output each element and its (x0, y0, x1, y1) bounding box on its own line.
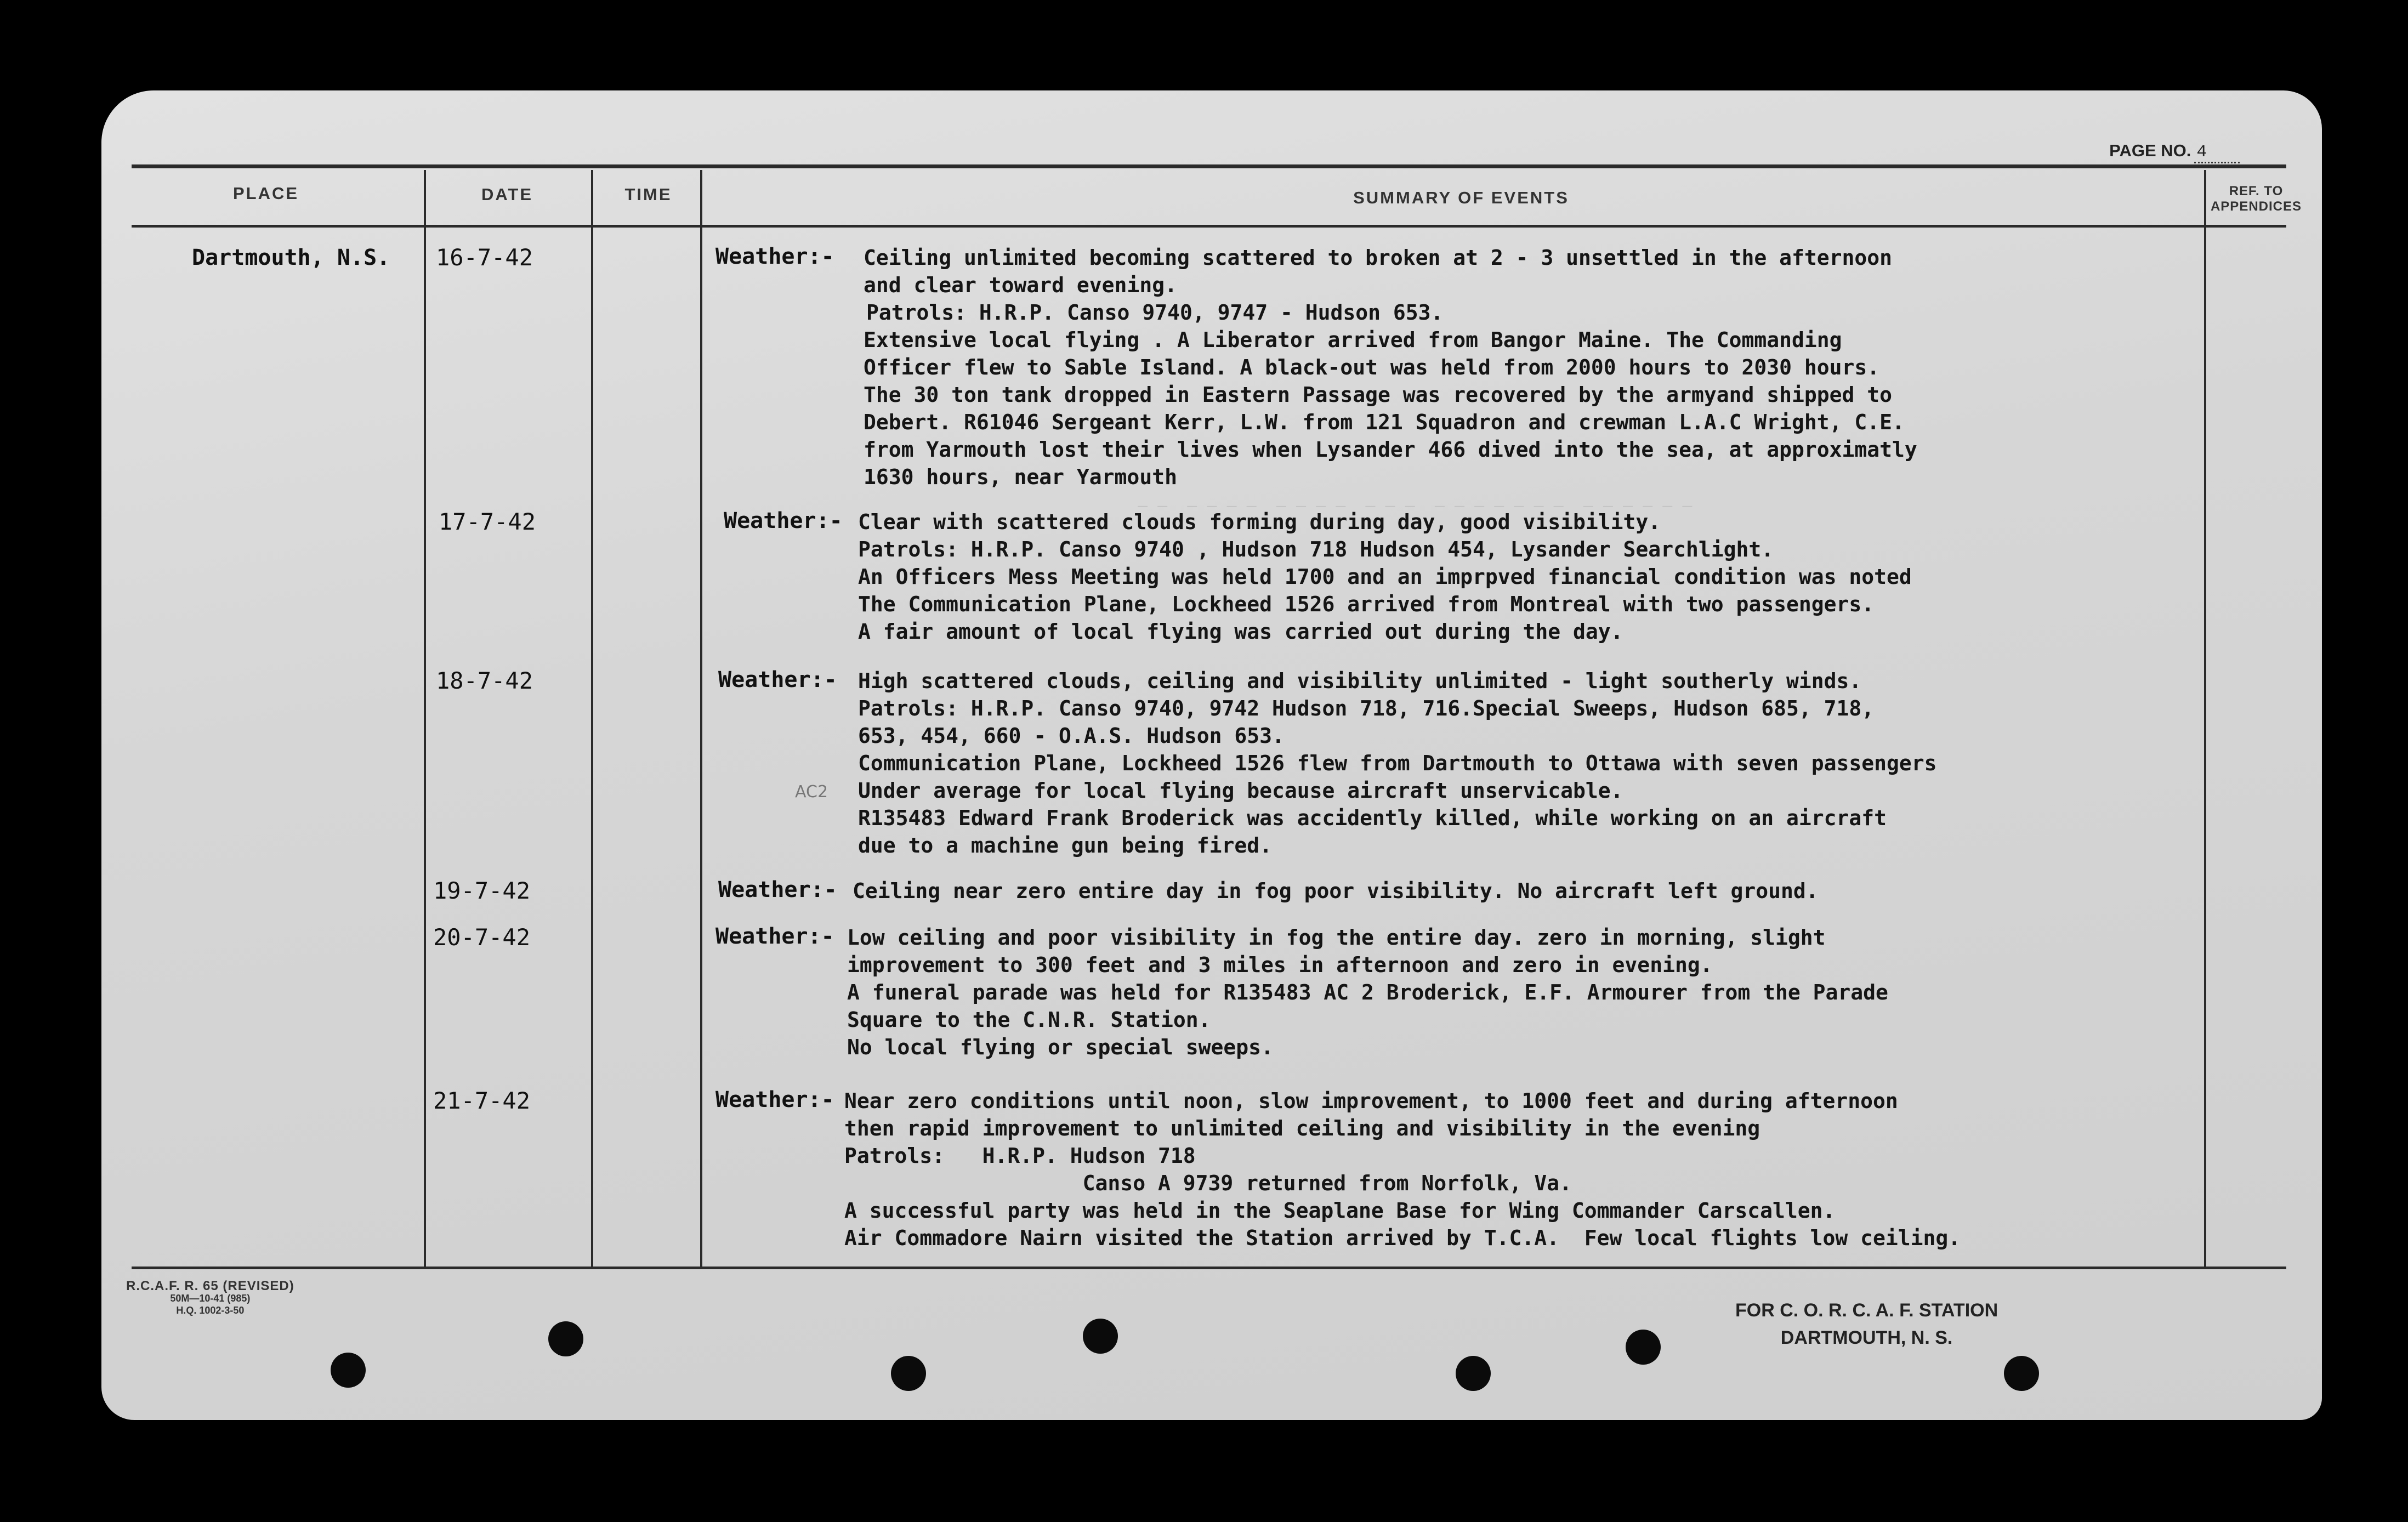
summary-line: Square to the C.N.R. Station. (847, 1008, 1211, 1032)
summary-line: Clear with scattered clouds forming during day, good visibility. (858, 510, 1661, 534)
entry-summary (858, 667, 1937, 859)
entry-summary (844, 1087, 1961, 1252)
entry-date: 21-7-42 (433, 1087, 531, 1114)
operations-record-sheet (101, 90, 2322, 1420)
summary-line: from Yarmouth lost their lives when Lysander 466 dived into the sea, at approximatly (864, 438, 1917, 462)
column-rule-time-summary (700, 170, 702, 1267)
entry-summary (858, 508, 1912, 645)
weather-label: Weather:- (715, 1087, 834, 1112)
binder-hole (891, 1356, 926, 1391)
margin-note: AC2 (795, 782, 828, 802)
ref-header-line2: APPENDICES (2210, 199, 2302, 214)
weather-label: Weather:- (715, 244, 834, 269)
summary-line: The Communication Plane, Lockheed 1526 arrived from Montreal with two passengers. (858, 592, 1875, 616)
weather-label: Weather:- (715, 924, 834, 949)
column-header-date: DATE (481, 185, 533, 204)
summary-line: A fair amount of local flying was carried out during the day. (858, 620, 1623, 644)
form-number-line3: H.Q. 1002-3-50 (176, 1305, 245, 1316)
signature-line1: FOR C. O. R. C. A. F. STATION (1735, 1300, 1998, 1321)
weather-label: Weather:- (718, 877, 837, 902)
ref-header-line1: REF. TO (2229, 184, 2284, 198)
summary-line: due to a machine gun being fired. (858, 833, 1272, 857)
weather-label: Weather:- (718, 667, 837, 692)
binder-hole (331, 1353, 366, 1388)
page-number-field (2109, 141, 2240, 162)
binder-hole (1626, 1330, 1661, 1365)
summary-line: 1630 hours, near Yarmouth (864, 465, 1177, 489)
column-header-summary: SUMMARY OF EVENTS (1353, 188, 1569, 207)
entry-date: 20-7-42 (433, 924, 531, 951)
form-number-line1: R.C.A.F. R. 65 (REVISED) (126, 1279, 294, 1293)
entry-summary (864, 244, 1917, 491)
summary-line: 653, 454, 660 - O.A.S. Hudson 653. (858, 724, 1285, 748)
summary-line: Patrols: H.R.P. Hudson 718 (844, 1144, 1196, 1168)
weather-label: Weather:- (724, 508, 843, 533)
summary-line: Ceiling near zero entire day in fog poor visibility. No aircraft left ground. (853, 879, 1819, 903)
form-number-block (126, 1280, 294, 1316)
summary-line: Low ceiling and poor visibility in fog the entire day. zero in morning, slight (847, 925, 1826, 950)
form-number-line2: 50M—10-41 (985) (170, 1293, 251, 1304)
summary-line: Canso A 9739 returned from Norfolk, Va. (844, 1171, 1572, 1195)
header-top-rule (132, 164, 2286, 168)
signature-block (1735, 1297, 1998, 1351)
binder-hole (2004, 1356, 2039, 1391)
summary-line: High scattered clouds, ceiling and visibility unlimited - light southerly winds. (858, 669, 1862, 693)
column-rule-place-date (424, 170, 426, 1267)
bleed-through-texture: _ _ _ _ _ _ _ _ _ _ _ _ _ _ _ _ _ _ _ _ _ _ _ _ _ _ (1138, 488, 1693, 507)
column-rule-date-time (591, 170, 593, 1267)
column-header-place: PLACE (232, 184, 299, 203)
summary-line: R135483 Edward Frank Broderick was accidently killed, while working on an aircraft (858, 806, 1887, 830)
column-rule-summary-ref (2204, 170, 2206, 1267)
footer-rule (132, 1267, 2286, 1269)
summary-line: No local flying or special sweeps. (847, 1035, 1274, 1059)
binder-hole (1456, 1356, 1491, 1391)
summary-line: A successful party was held in the Seaplane Base for Wing Commander Carscallen. (844, 1199, 1836, 1223)
header-bottom-rule (132, 225, 2286, 228)
summary-line: Patrols: H.R.P. Canso 9740, 9747 - Hudson 653. (866, 300, 1444, 325)
summary-line: Ceiling unlimited becoming scattered to broken at 2 - 3 unsettled in the afternoon (864, 246, 1892, 270)
summary-line: Air Commadore Nairn visited the Station arrived by T.C.A. Few local flights low ceiling. (844, 1226, 1961, 1250)
summary-line: Patrols: H.R.P. Canso 9740, 9742 Hudson 718, 716.Special Sweeps, Hudson 685, 718, (858, 696, 1875, 720)
summary-line: The 30 ton tank dropped in Eastern Passage was recovered by the armyand shipped to (864, 383, 1892, 407)
summary-line: Near zero conditions until noon, slow improvement, to 1000 feet and during afternoon (844, 1089, 1898, 1113)
entry-date: 19-7-42 (433, 877, 531, 904)
summary-line: Debert. R61046 Sergeant Kerr, L.W. from 121 Squadron and crewman L.A.C Wright, C.E. (864, 410, 1905, 434)
summary-line: Officer flew to Sable Island. A black-out was held from 2000 hours to 2030 hours. (864, 355, 1880, 379)
entry-summary (853, 877, 1819, 905)
summary-line: Communication Plane, Lockheed 1526 flew from Dartmouth to Ottawa with seven passengers (858, 751, 1937, 775)
summary-line: An Officers Mess Meeting was held 1700 and an imprpved financial condition was noted (858, 565, 1912, 589)
summary-line: then rapid improvement to unlimited ceiling and visibility in the evening (844, 1116, 1760, 1140)
entry-summary (847, 924, 1888, 1061)
entry-date: 18-7-42 (436, 667, 533, 694)
place-value: Dartmouth, N.S. (192, 245, 390, 270)
summary-line: Patrols: H.R.P. Canso 9740 , Hudson 718 Hudson 454, Lysander Searchlight. (858, 537, 1774, 561)
column-header-time: TIME (624, 185, 672, 204)
summary-line: A funeral parade was held for R135483 AC 2 Broderick, E.F. Armourer from the Parade (847, 980, 1888, 1004)
signature-line2: DARTMOUTH, N. S. (1780, 1327, 1953, 1348)
summary-line: Extensive local flying . A Liberator arrived from Bangor Maine. The Commanding (864, 328, 1842, 352)
page-number-value: 4 (2194, 143, 2240, 163)
summary-line: and clear toward evening. (864, 273, 1177, 297)
summary-line: Under average for local flying because aircraft unservicable. (858, 779, 1623, 803)
entry-date: 17-7-42 (439, 508, 536, 535)
entry-date: 16-7-42 (436, 244, 533, 271)
binder-hole (1083, 1319, 1118, 1354)
column-header-ref (2201, 184, 2311, 214)
binder-hole (548, 1321, 583, 1356)
page-number-label: PAGE NO. (2109, 141, 2191, 160)
summary-line: improvement to 300 feet and 3 miles in afternoon and zero in evening. (847, 953, 1713, 977)
